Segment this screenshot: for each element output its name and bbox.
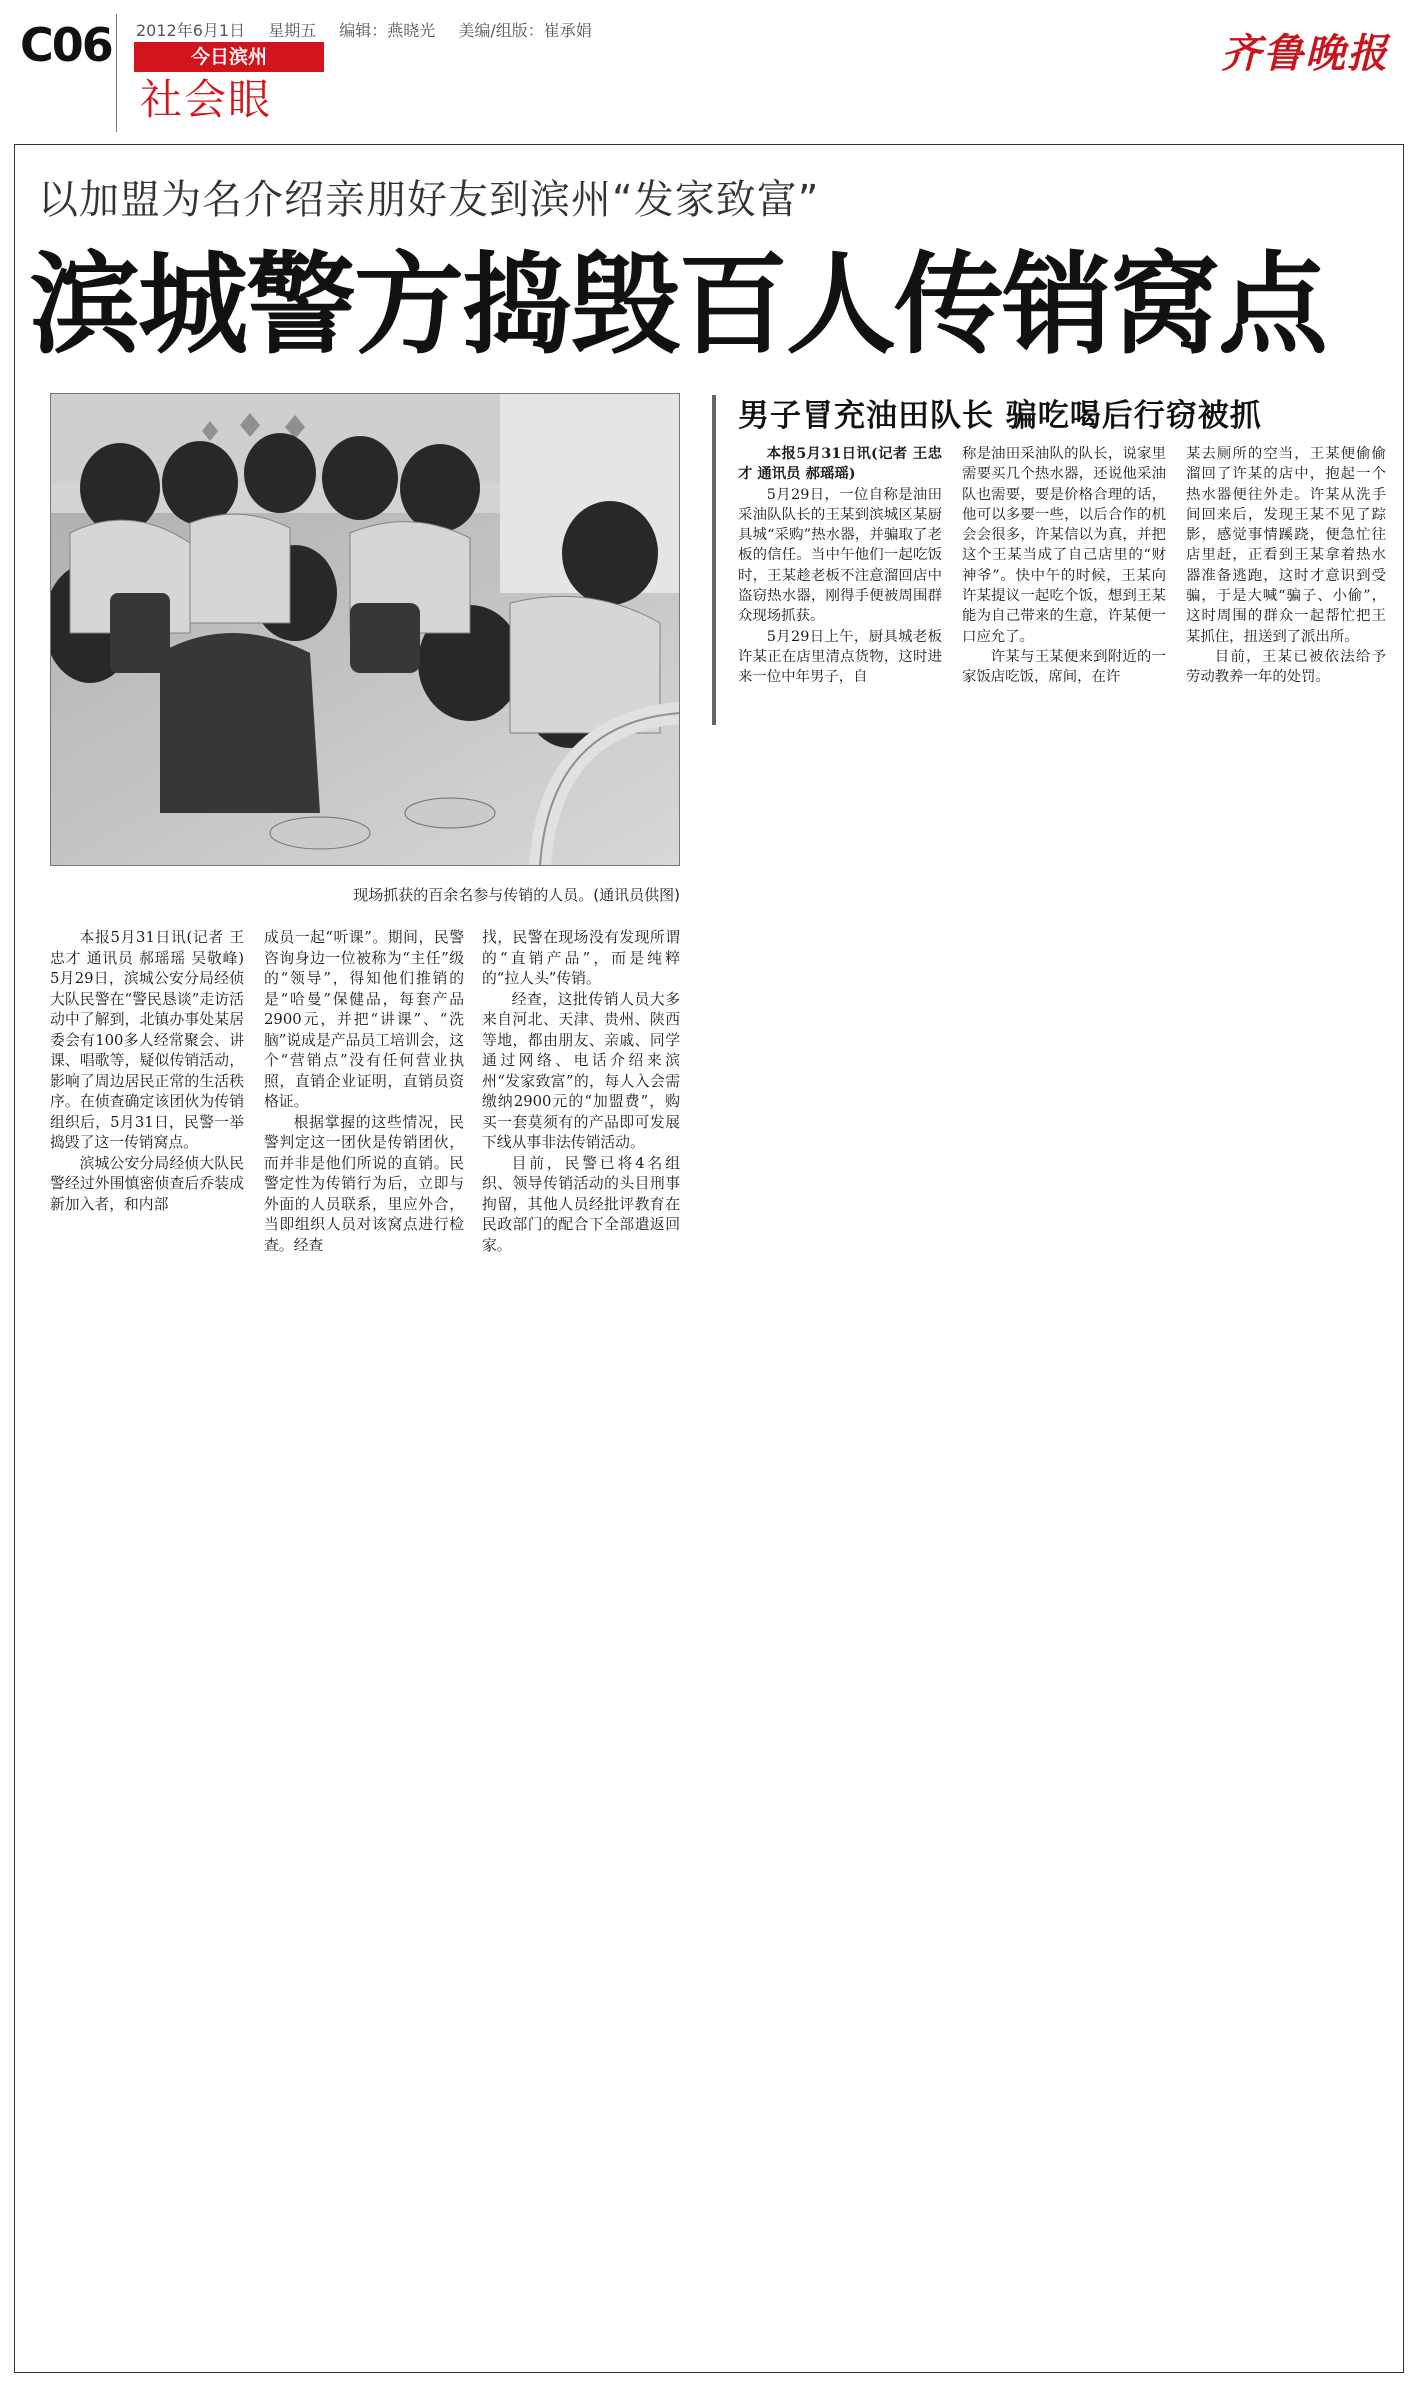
main-article-column-1 [50,928,244,1215]
side-article-byline: 本报5月31日讯(记者 王忠才 通讯员 郝瑶瑶) [738,445,942,483]
main-article-column-3 [482,928,680,1256]
section-title: 社会眼 [140,75,273,124]
header-divider [116,14,117,132]
header-meta [136,18,610,41]
section-tag: 今日滨州 [134,42,324,72]
page-number: C06 [20,18,112,72]
main-article-paragraph: 滨城公安分局经侦大队民警经过外围慎密侦查后乔装成新加入者，和内部 [50,1154,244,1213]
newspaper-masthead-logo: 齐鲁晚报 [1221,30,1389,77]
side-article-column-2 [962,444,1166,688]
main-article-column-2 [264,928,464,1256]
article-headline: 滨城警方捣毁百人传销窝点 [30,241,1326,369]
main-article-paragraph: 本报5月31日讯(记者 王忠才 通讯员 郝瑶瑶 吴敬峰) 5月29日，滨城公安分局经侦大队民警在“警民恳谈”走访活动中了解到，北镇办事处某居委会有100多人经常聚会、讲课、唱歌等，疑似传销活动，影响了周边居民正常的生活秩序。在侦查确定该团伙为传销组织后，5月31日，民警一举捣毁了这一传销窝点。 [50,929,244,1151]
main-article-paragraph: 目前，民警已将4名组织、领导传销活动的头目刑事拘留，其他人员经批评教育在民政部门的配合下全部遣返回家。 [482,1154,680,1254]
side-article-paragraph: 称是油田采油队的队长，说家里需要买几个热水器，还说他采油队也需要，要是价格合理的话，他可以多要一些，以后合作的机会会很多，许某信以为真，并把这个王某当成了自己店里的“财神爷”。快中午的时候，王某向许某提议一起吃个饭，想到王某能为自己带来的生意，许某便一口应允了。 [962,446,1166,645]
side-article-paragraph: 某去厕所的空当，王某便偷偷溜回了许某的店中，抱起一个热水器便往外走。许某从洗手间回来后，发现王某不见了踪影，感觉事情蹊跷，便急忙往店里赶，正看到王某拿着热水器准备逃跑，这时才意识到受骗，于是大喊“骗子、小偷”，这时周围的群众一起帮忙把王某抓住，扭送到了派出所。 [1186,446,1386,645]
side-article-paragraph: 目前，王某已被依法给予劳动教养一年的处罚。 [1186,648,1386,686]
editor-credit: 编辑：燕晓光 [339,21,436,40]
designer-credit: 美编/组版：崔承娟 [458,21,592,40]
article-kicker: 以加盟为名介绍亲朋好友到滨州“发家致富” [38,177,820,223]
issue-weekday: 星期五 [268,21,317,40]
photo-caption: 现场抓获的百余名参与传销的人员。(通讯员供图) [353,886,680,904]
main-article-paragraph: 根据掌握的这些情况，民警判定这一团伙是传销团伙，而并非是他们所说的直销。民警定性为传销行为后，立即与外面的人员联系，里应外合，当即组织人员对该窝点进行检查。经查 [264,1113,464,1254]
side-article-paragraph: 5月29日上午，厨具城老板许某正在店里清点货物，这时进来一位中年男子，自 [738,628,942,686]
side-article-column-3 [1186,444,1386,688]
side-article-paragraph: 5月29日，一位自称是油田采油队队长的王某到滨城区某厨具城“采购”热水器，并骗取了老板的信任。当中午他们一起吃饭时，王某趁老板不注意溜回店中盗窃热水器，刚得手便被周围群众现场抓获。 [738,486,942,625]
main-article-paragraph: 经查，这批传销人员大多来自河北、天津、贵州、陕西等地，都由朋友、亲戚、同学通过网络、电话介绍来滨州“发家致富”的，每人入会需缴纳2900元的“加盟费”，购买一套莫须有的产品即可发展下线从事非法传销活动。 [482,990,680,1151]
side-article-column-1 [738,444,942,688]
issue-date: 2012年6月1日 [136,21,246,40]
side-article-rule [712,395,716,725]
main-article-paragraph: 找，民警在现场没有发现所谓的“直销产品”，而是纯粹的“拉人头”传销。 [482,929,680,987]
side-article-paragraph: 许某与王某便来到附近的一家饭店吃饭，席间，在许 [962,648,1166,686]
photo-border [50,393,680,866]
main-article-paragraph: 成员一起“听课”。期间，民警咨询身边一位被称为“主任”级的“领导”，得知他们推销的是“哈曼”保健品，每套产品2900元，并把“讲课”、“洗脑”说成是产品员工培训会，这个“营销点”没有任何营业执照，直销企业证明，直销员资格证。 [264,929,464,1110]
side-article-headline: 男子冒充油田队长 骗吃喝后行窃被抓 [738,398,1262,434]
